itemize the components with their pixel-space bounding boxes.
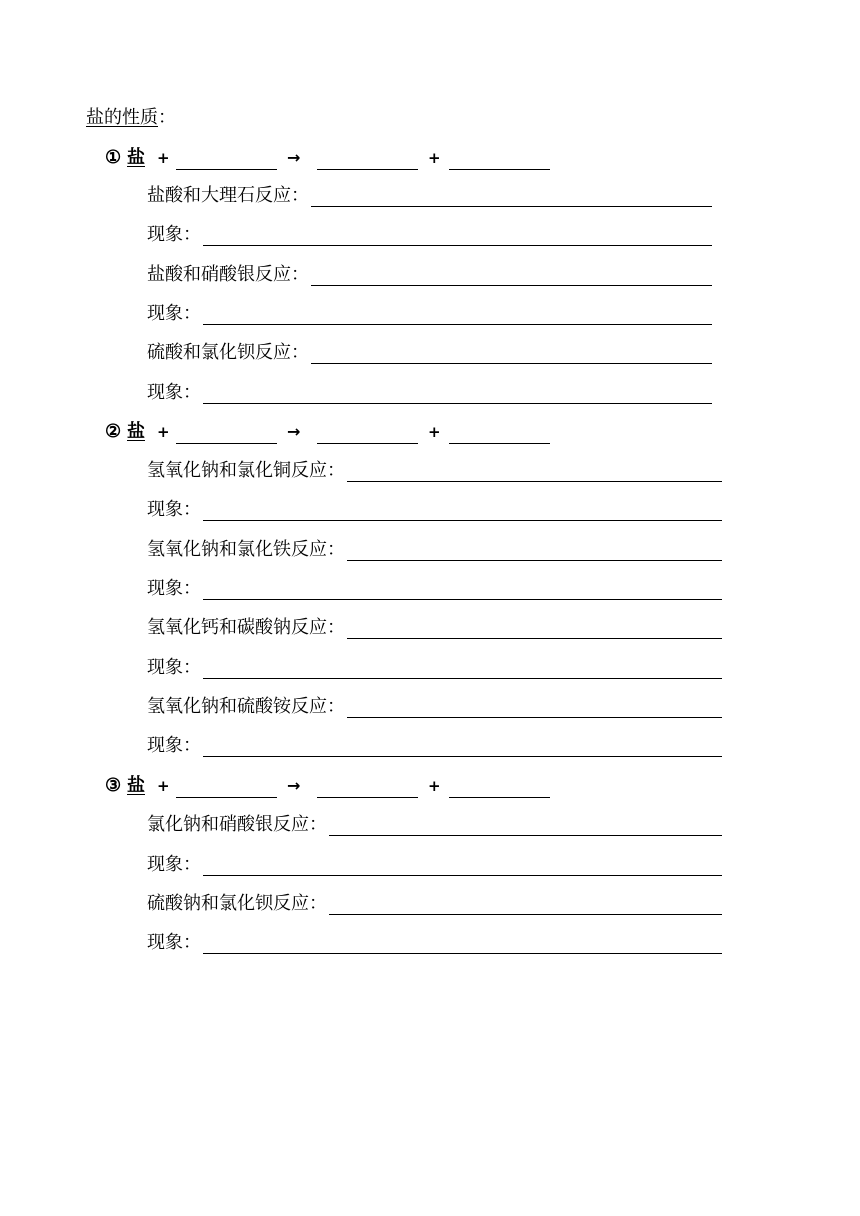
arrow-icon: → <box>287 776 301 795</box>
answer-blank[interactable] <box>203 875 722 876</box>
answer-blank[interactable] <box>203 756 722 757</box>
answer-blank[interactable] <box>329 914 722 915</box>
answer-line <box>147 262 712 288</box>
answer-blank[interactable] <box>203 324 712 325</box>
answer-blank[interactable] <box>347 481 722 482</box>
section-number: ① <box>105 147 122 168</box>
blank-field[interactable] <box>176 169 277 170</box>
line-label: 现象： <box>147 854 201 875</box>
page-title <box>86 106 176 130</box>
plus-sign: + <box>157 423 170 441</box>
answer-line <box>147 576 722 602</box>
answer-line <box>147 222 712 248</box>
line-label: 现象： <box>147 578 201 599</box>
answer-blank[interactable] <box>203 520 722 521</box>
blank-field[interactable] <box>176 443 277 444</box>
line-label: 氢氧化钠和氯化铜反应： <box>147 460 345 481</box>
plus-sign: + <box>428 777 441 795</box>
answer-line <box>147 380 712 406</box>
arrow-icon: → <box>287 422 301 441</box>
blank-field[interactable] <box>449 443 550 444</box>
blank-field[interactable] <box>317 443 418 444</box>
answer-line <box>147 615 722 641</box>
line-label: 现象： <box>147 224 201 245</box>
formula-line-1 <box>105 145 565 171</box>
blank-field[interactable] <box>317 797 418 798</box>
answer-blank[interactable] <box>347 560 722 561</box>
formula-line-2 <box>105 419 565 445</box>
answer-line <box>147 812 722 838</box>
answer-blank[interactable] <box>347 717 722 718</box>
answer-blank[interactable] <box>311 285 712 286</box>
line-label: 氯化钠和硝酸银反应： <box>147 814 327 835</box>
answer-blank[interactable] <box>203 245 712 246</box>
answer-line <box>147 852 722 878</box>
plus-sign: + <box>157 149 170 167</box>
answer-blank[interactable] <box>329 835 722 836</box>
line-label: 现象： <box>147 735 201 756</box>
blank-field[interactable] <box>317 169 418 170</box>
line-label: 氢氧化钠和硫酸铵反应： <box>147 696 345 717</box>
salt-word: 盐 <box>127 775 145 796</box>
salt-word: 盐 <box>127 421 145 442</box>
section-number: ③ <box>105 775 122 796</box>
answer-blank[interactable] <box>347 638 722 639</box>
answer-line <box>147 301 712 327</box>
answer-line <box>147 340 712 366</box>
blank-field[interactable] <box>449 169 550 170</box>
plus-sign: + <box>428 423 441 441</box>
answer-line <box>147 537 722 563</box>
answer-line <box>147 655 722 681</box>
line-label: 现象： <box>147 382 201 403</box>
answer-blank[interactable] <box>203 678 722 679</box>
line-label: 现象： <box>147 932 201 953</box>
plus-sign: + <box>157 777 170 795</box>
answer-line <box>147 891 722 917</box>
blank-field[interactable] <box>176 797 277 798</box>
title-colon: ： <box>158 107 176 128</box>
answer-blank[interactable] <box>203 403 712 404</box>
answer-line <box>147 694 722 720</box>
plus-sign: + <box>428 149 441 167</box>
blank-field[interactable] <box>449 797 550 798</box>
line-label: 氢氧化钠和氯化铁反应： <box>147 539 345 560</box>
salt-word: 盐 <box>127 147 145 168</box>
section-number: ② <box>105 421 122 442</box>
answer-blank[interactable] <box>311 206 712 207</box>
line-label: 氢氧化钙和碳酸钠反应： <box>147 617 345 638</box>
line-label: 现象： <box>147 657 201 678</box>
answer-line <box>147 733 722 759</box>
line-label: 硫酸和氯化钡反应： <box>147 342 309 363</box>
line-label: 现象： <box>147 303 201 324</box>
line-label: 盐酸和硝酸银反应： <box>147 264 309 285</box>
answer-line <box>147 497 722 523</box>
answer-blank[interactable] <box>203 599 722 600</box>
arrow-icon: → <box>287 148 301 167</box>
answer-line <box>147 458 722 484</box>
line-label: 硫酸钠和氯化钡反应： <box>147 893 327 914</box>
formula-line-3 <box>105 773 565 799</box>
line-label: 盐酸和大理石反应： <box>147 185 309 206</box>
answer-blank[interactable] <box>311 363 712 364</box>
answer-line <box>147 930 722 956</box>
line-label: 现象： <box>147 499 201 520</box>
answer-blank[interactable] <box>203 953 722 954</box>
title-text: 盐的性质 <box>86 107 158 128</box>
answer-line <box>147 183 712 209</box>
